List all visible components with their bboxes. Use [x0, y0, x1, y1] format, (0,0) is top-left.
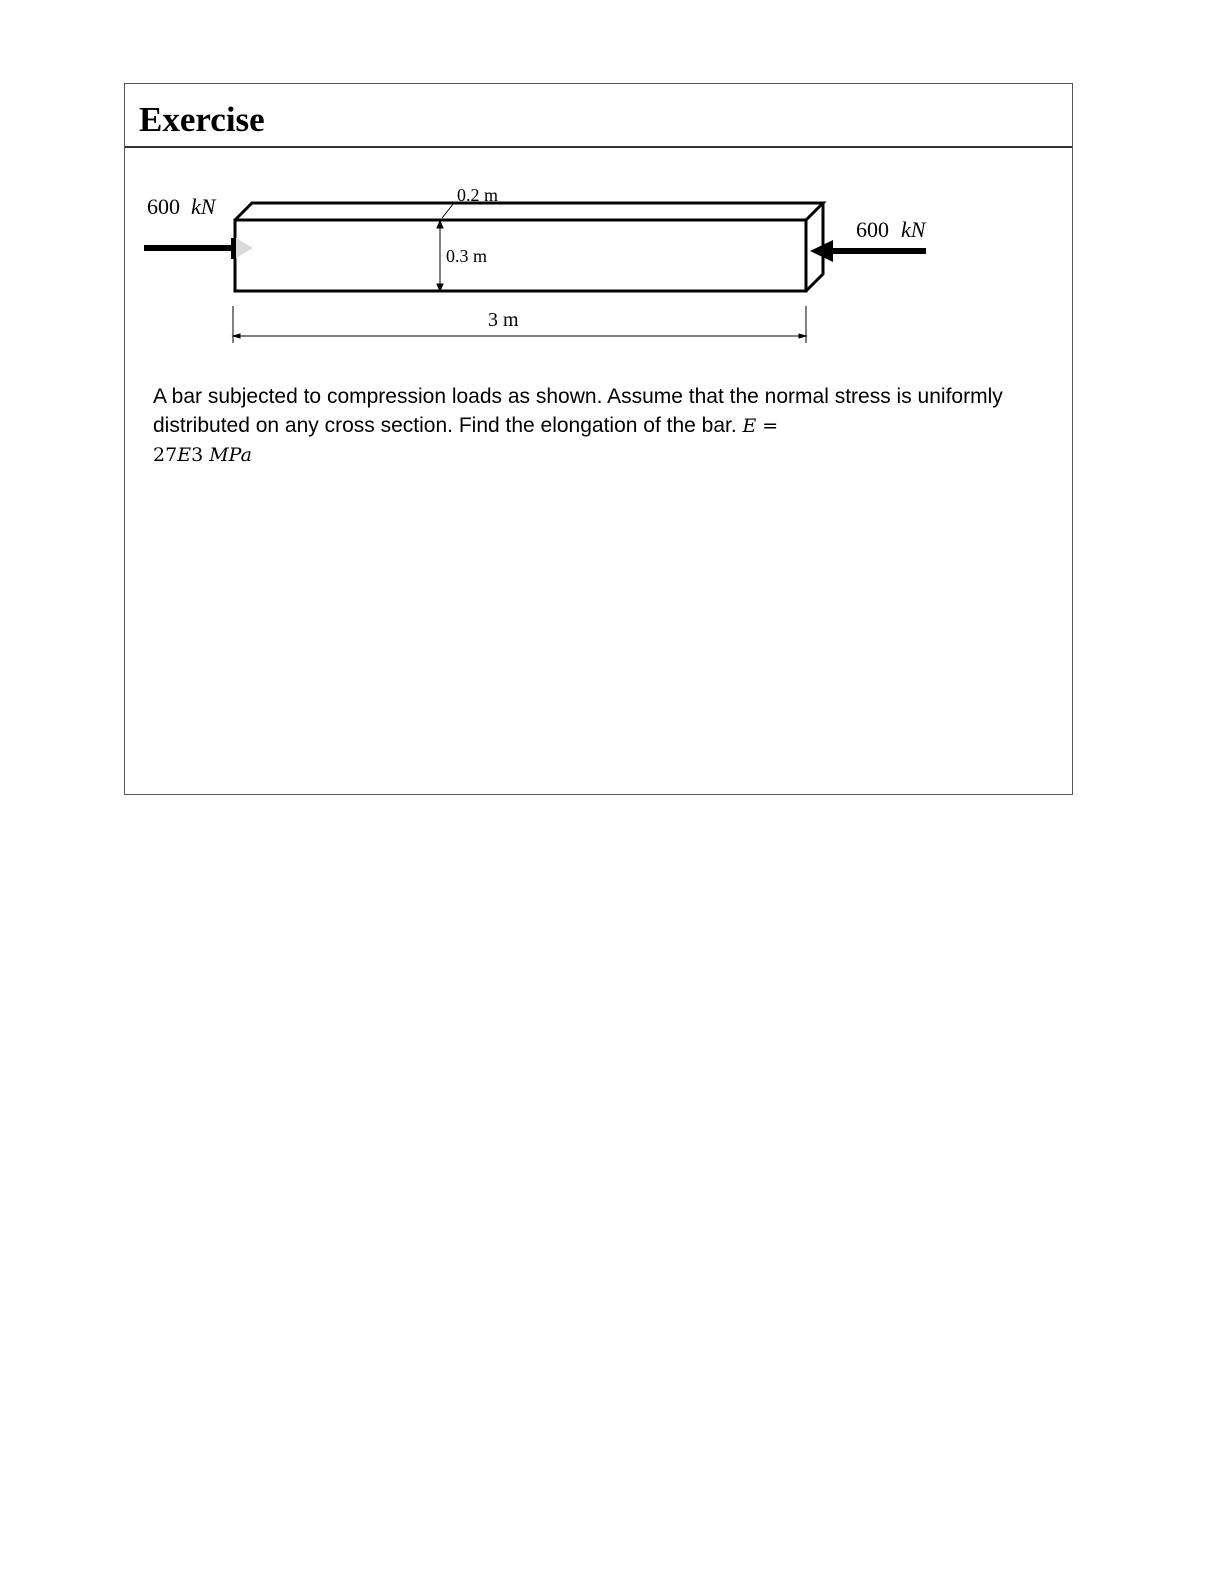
exercise-slide [124, 83, 1073, 795]
height-dimension [437, 221, 443, 291]
bar-body [235, 203, 823, 291]
modulus-exp: 3 [191, 444, 204, 466]
modulus-symbol: E [742, 415, 757, 437]
equals-sign: = [762, 415, 779, 437]
left-force-value: 600 [147, 194, 180, 219]
slide-title: Exercise [139, 100, 265, 139]
height-label: 0.3 m [446, 246, 488, 266]
modulus-value-num: 27 [153, 444, 178, 466]
right-force-unit: kN [901, 217, 926, 242]
left-force-unit: kN [191, 194, 216, 219]
right-load-arrow [810, 240, 926, 262]
length-dimension [233, 306, 806, 343]
bar-top-face [235, 203, 823, 220]
modulus-exp-letter: E [177, 444, 192, 466]
problem-statement [153, 382, 1053, 470]
modulus-value [153, 441, 1053, 470]
width-label: 0.2 m [457, 185, 499, 205]
problem-text: A bar subjected to compression loads as shown. Assume that the normal stress is uniformly distributed on any cross section. Find the elongation of the bar. [153, 385, 1003, 437]
right-force-value: 600 [856, 217, 889, 242]
modulus-unit: MPa [209, 444, 252, 466]
left-load-arrow [144, 238, 253, 259]
length-label: 3 m [488, 309, 519, 331]
width-dimension [442, 203, 454, 218]
bar-front-face [235, 220, 806, 291]
